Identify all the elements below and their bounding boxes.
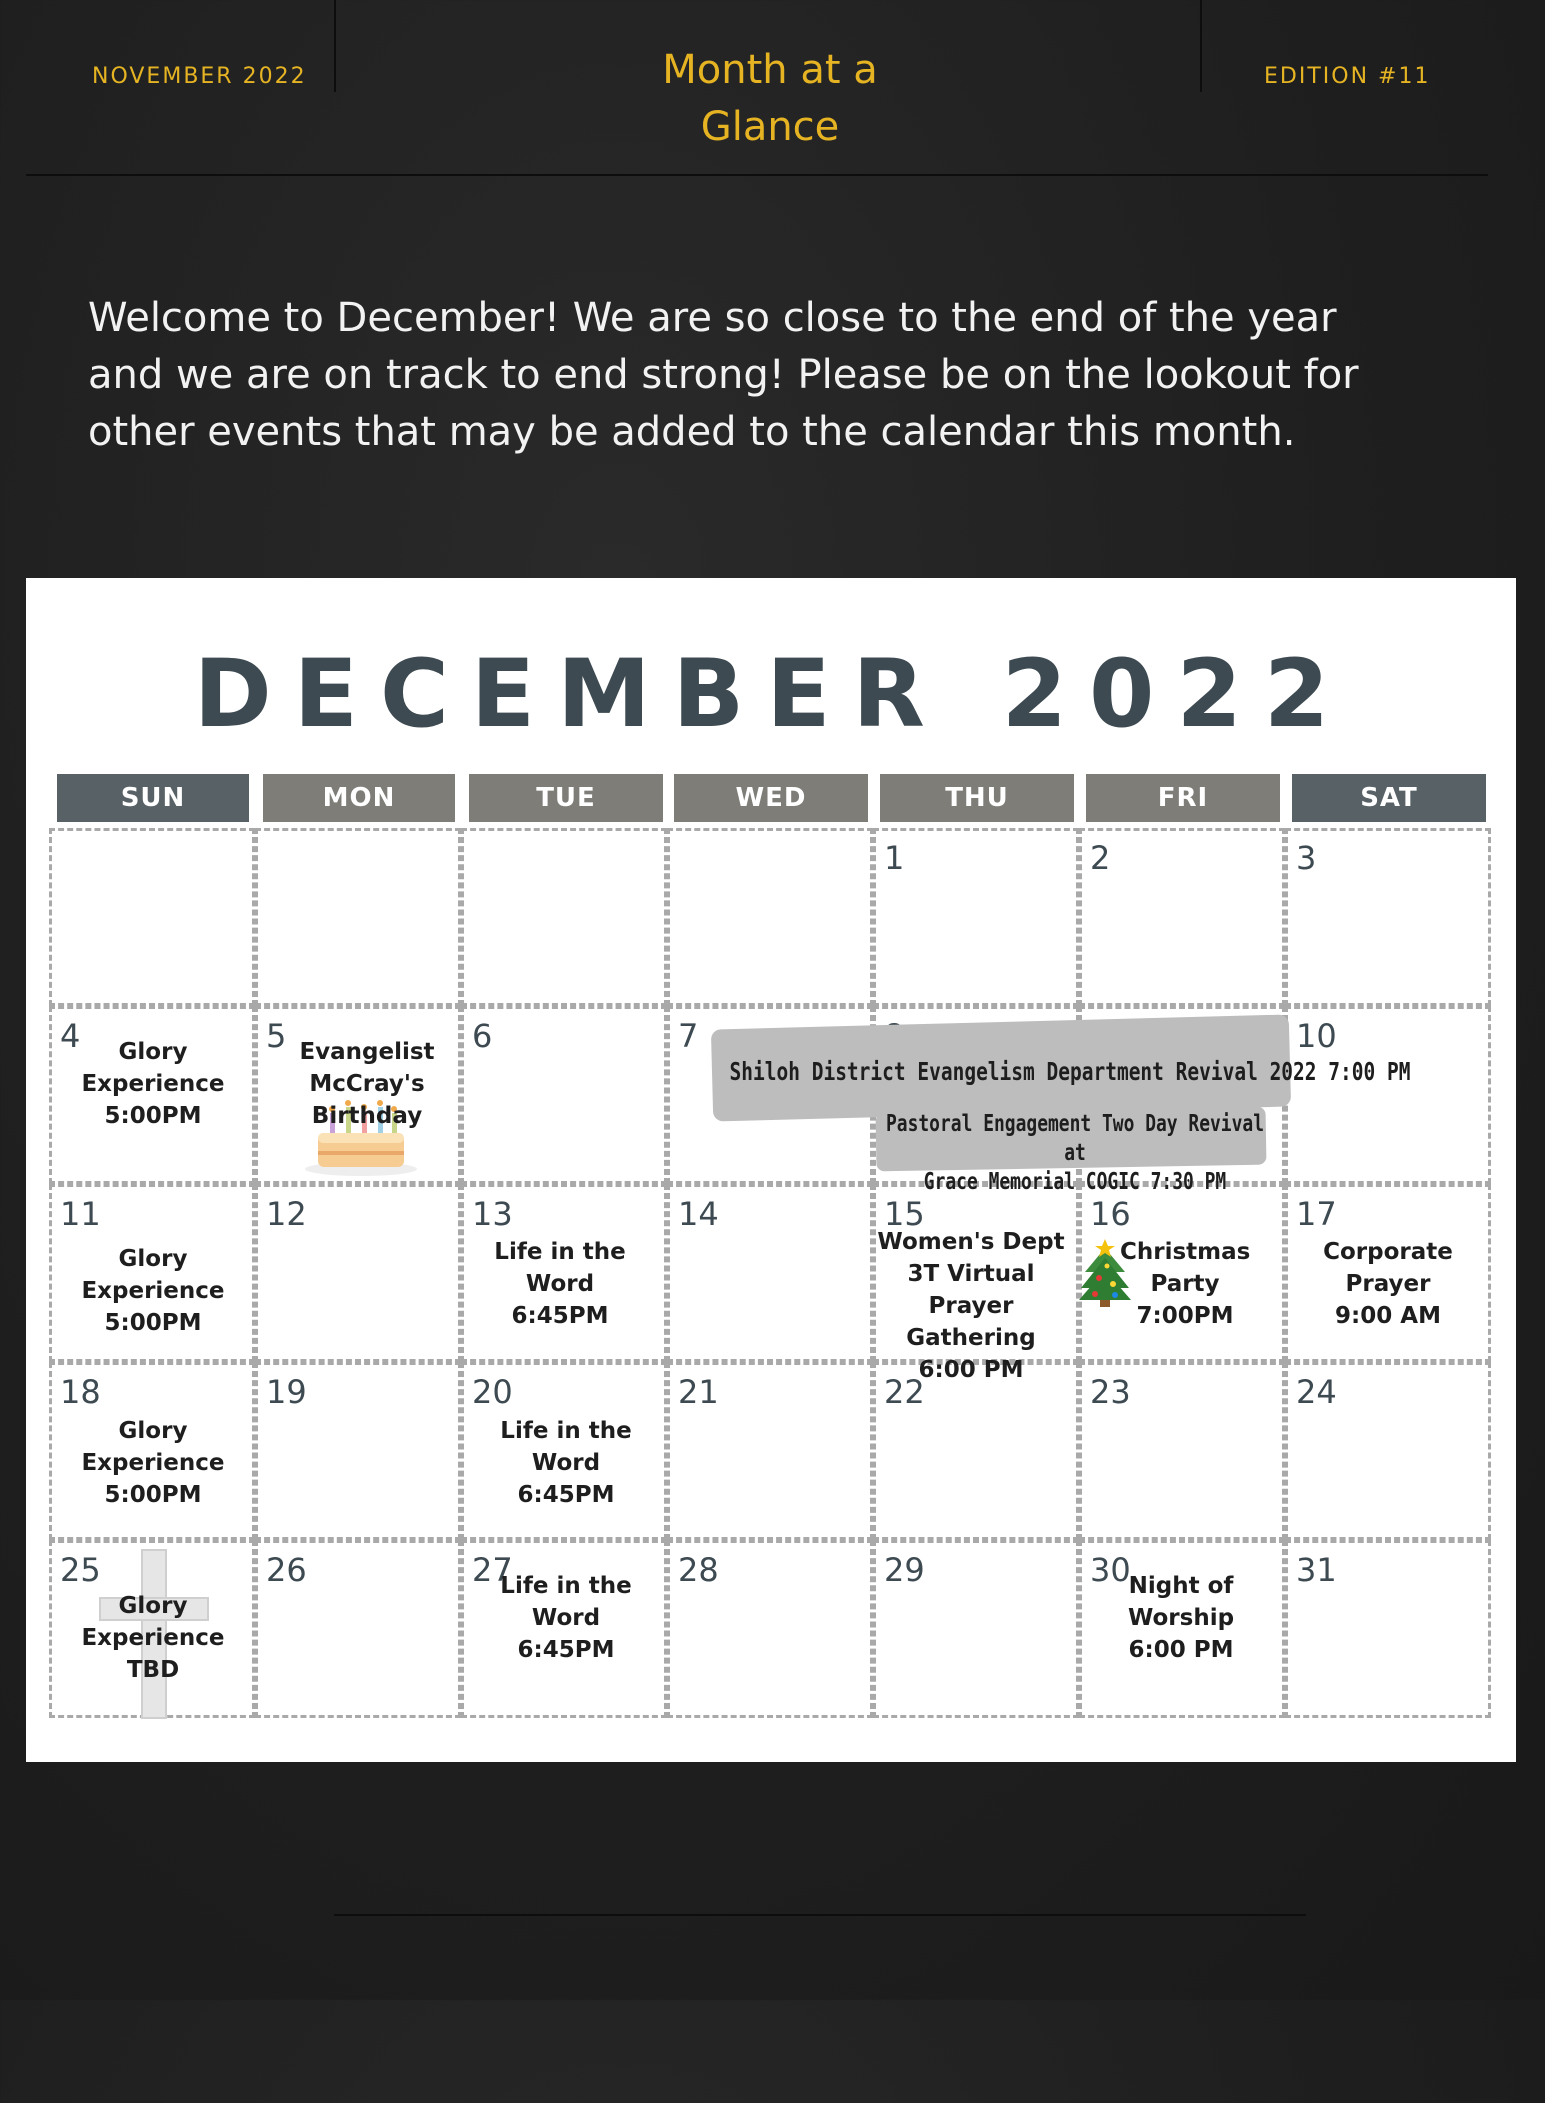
event-line: Experience bbox=[81, 1071, 225, 1097]
event-line: Experience bbox=[81, 1278, 225, 1304]
calendar-cell-dec-29 bbox=[873, 1540, 1079, 1718]
event-life-in-the-word bbox=[471, 1415, 661, 1511]
page-title bbox=[620, 42, 920, 156]
event-line: Corporate bbox=[1323, 1239, 1453, 1265]
day-number: 12 bbox=[266, 1195, 307, 1233]
event-line: McCray's bbox=[309, 1071, 425, 1097]
weekday-wed: WED bbox=[674, 774, 868, 822]
calendar-cell-dec-12 bbox=[255, 1184, 461, 1362]
calendar-cell-dec-3 bbox=[1285, 828, 1491, 1006]
background-scripture-texture: ​ bbox=[32, 1895, 51, 2023]
revival-banner-text: Shiloh District Evangelism Department Revival 2022 7:00 PM bbox=[729, 1057, 1411, 1086]
event-christmas-party bbox=[1120, 1236, 1250, 1332]
event-line: 6:45PM bbox=[517, 1637, 615, 1663]
event-line: Glory bbox=[118, 1593, 188, 1619]
calendar-cell-dec-22 bbox=[873, 1362, 1079, 1540]
intro-line: and we are on track to end strong! Please be on the lookout for bbox=[88, 352, 1359, 398]
event-line: Glory bbox=[118, 1418, 188, 1444]
calendar-title: DECEMBER 2022 bbox=[193, 640, 1352, 749]
day-number: 13 bbox=[472, 1195, 513, 1233]
calendar-cell-dec-19 bbox=[255, 1362, 461, 1540]
day-number: 21 bbox=[678, 1373, 719, 1411]
day-number: 17 bbox=[1296, 1195, 1337, 1233]
day-number: 26 bbox=[266, 1551, 307, 1589]
day-number: 3 bbox=[1296, 839, 1317, 877]
day-number: 28 bbox=[678, 1551, 719, 1589]
event-line: 6:45PM bbox=[511, 1303, 609, 1329]
day-number: 10 bbox=[1296, 1017, 1337, 1055]
calendar-cell-dec-24 bbox=[1285, 1362, 1491, 1540]
page-title-line1: Month at a bbox=[662, 47, 878, 93]
event-life-in-the-word bbox=[465, 1236, 655, 1332]
event-line: Word bbox=[531, 1605, 601, 1631]
event-line: Life in the bbox=[500, 1573, 632, 1599]
event-line: Evangelist bbox=[299, 1039, 435, 1065]
event-glory-experience bbox=[58, 1415, 248, 1511]
day-number: 6 bbox=[472, 1017, 493, 1055]
event-life-in-the-word bbox=[471, 1570, 661, 1666]
intro-line: other events that may be added to the calendar this month. bbox=[88, 409, 1296, 455]
day-number: 25 bbox=[60, 1551, 101, 1589]
event-birthday bbox=[280, 1036, 454, 1132]
calendar-cell-dec-6 bbox=[461, 1006, 667, 1184]
event-line: 3T Virtual Prayer bbox=[907, 1261, 1035, 1319]
day-number: 1 bbox=[884, 839, 905, 877]
day-number: 11 bbox=[60, 1195, 101, 1233]
event-line: Experience bbox=[81, 1450, 225, 1476]
event-line: Glory bbox=[118, 1039, 188, 1065]
day-number: 20 bbox=[472, 1373, 513, 1411]
day-number: 29 bbox=[884, 1551, 925, 1589]
calendar-cell-dec-28 bbox=[667, 1540, 873, 1718]
intro-paragraph bbox=[88, 290, 1488, 461]
day-number: 23 bbox=[1090, 1373, 1131, 1411]
header-divider-right bbox=[1200, 0, 1202, 92]
calendar-cell-dec-14 bbox=[667, 1184, 873, 1362]
event-line: 6:00 PM bbox=[918, 1357, 1024, 1383]
event-glory-experience bbox=[58, 1243, 248, 1339]
day-number: 14 bbox=[678, 1195, 719, 1233]
edition-label: EDITION #11 bbox=[1264, 64, 1431, 89]
event-womens-dept-prayer bbox=[866, 1226, 1076, 1386]
weekday-sat: SAT bbox=[1292, 774, 1486, 822]
event-line: Prayer bbox=[1345, 1271, 1431, 1297]
day-number: 27 bbox=[472, 1551, 513, 1589]
event-line: Christmas bbox=[1120, 1239, 1251, 1265]
day-number: 22 bbox=[884, 1373, 925, 1411]
event-line: Birthday bbox=[311, 1103, 423, 1129]
footer-rule bbox=[334, 1914, 1306, 1916]
event-line: 6:00 PM bbox=[1128, 1637, 1234, 1663]
event-line: Night of bbox=[1128, 1573, 1234, 1599]
weekday-thu: THU bbox=[880, 774, 1074, 822]
event-line: 5:00PM bbox=[104, 1310, 202, 1336]
calendar-cell-dec-1 bbox=[873, 828, 1079, 1006]
day-number: 18 bbox=[60, 1373, 101, 1411]
event-line: Women's Dept bbox=[877, 1229, 1065, 1255]
weekday-fri: FRI bbox=[1086, 774, 1280, 822]
event-line: Gathering bbox=[906, 1325, 1036, 1351]
event-line: 5:00PM bbox=[104, 1103, 202, 1129]
pastoral-banner-line: Pastoral Engagement Two Day Revival at bbox=[885, 1111, 1265, 1166]
event-corporate-prayer bbox=[1293, 1236, 1483, 1332]
event-glory-experience bbox=[58, 1590, 248, 1686]
event-line: TBD bbox=[126, 1657, 180, 1683]
event-line: Worship bbox=[1127, 1605, 1235, 1631]
day-number: 16 bbox=[1090, 1195, 1131, 1233]
calendar-cell-empty bbox=[255, 828, 461, 1006]
intro-line: Welcome to December! We are so close to the end of the year bbox=[88, 295, 1337, 341]
calendar-cell-empty bbox=[667, 828, 873, 1006]
event-line: Word bbox=[525, 1271, 595, 1297]
header-divider-left bbox=[334, 0, 336, 92]
day-number: 4 bbox=[60, 1017, 81, 1055]
pastoral-banner-line: Grace Memorial COGIC 7:30 PM bbox=[923, 1169, 1227, 1195]
day-number: 5 bbox=[266, 1017, 287, 1055]
event-glory-experience bbox=[58, 1036, 248, 1132]
day-number: 24 bbox=[1296, 1373, 1337, 1411]
event-line: Party bbox=[1150, 1271, 1220, 1297]
event-line: Life in the bbox=[500, 1418, 632, 1444]
event-line: 9:00 AM bbox=[1335, 1303, 1441, 1329]
day-number: 15 bbox=[884, 1195, 925, 1233]
day-number: 19 bbox=[266, 1373, 307, 1411]
event-line: Glory bbox=[118, 1246, 188, 1272]
day-number: 7 bbox=[678, 1017, 699, 1055]
day-number: 30 bbox=[1090, 1551, 1131, 1589]
weekday-mon: MON bbox=[263, 774, 455, 822]
event-line: Experience bbox=[81, 1625, 225, 1651]
calendar-cell-empty bbox=[461, 828, 667, 1006]
header-rule bbox=[26, 174, 1488, 176]
event-line: 5:00PM bbox=[104, 1482, 202, 1508]
day-number: 2 bbox=[1090, 839, 1111, 877]
month-label: NOVEMBER 2022 bbox=[92, 64, 307, 89]
calendar-cell-dec-2 bbox=[1079, 828, 1285, 1006]
weekday-tue: TUE bbox=[469, 774, 663, 822]
calendar-cell-empty bbox=[49, 828, 255, 1006]
calendar-cell-dec-23 bbox=[1079, 1362, 1285, 1540]
event-line: 7:00PM bbox=[1136, 1303, 1234, 1329]
calendar-cell-dec-10 bbox=[1285, 1006, 1491, 1184]
calendar-cell-dec-26 bbox=[255, 1540, 461, 1718]
day-number: 31 bbox=[1296, 1551, 1337, 1589]
calendar-cell-dec-31 bbox=[1285, 1540, 1491, 1718]
weekday-sun: SUN bbox=[57, 774, 249, 822]
calendar-cell-dec-21 bbox=[667, 1362, 873, 1540]
pastoral-banner-text bbox=[884, 1110, 1266, 1197]
event-line: 6:45PM bbox=[517, 1482, 615, 1508]
event-night-of-worship bbox=[1086, 1570, 1276, 1666]
event-line: Life in the bbox=[494, 1239, 626, 1265]
page-title-line2: Glance bbox=[700, 104, 840, 150]
event-line: Word bbox=[531, 1450, 601, 1476]
